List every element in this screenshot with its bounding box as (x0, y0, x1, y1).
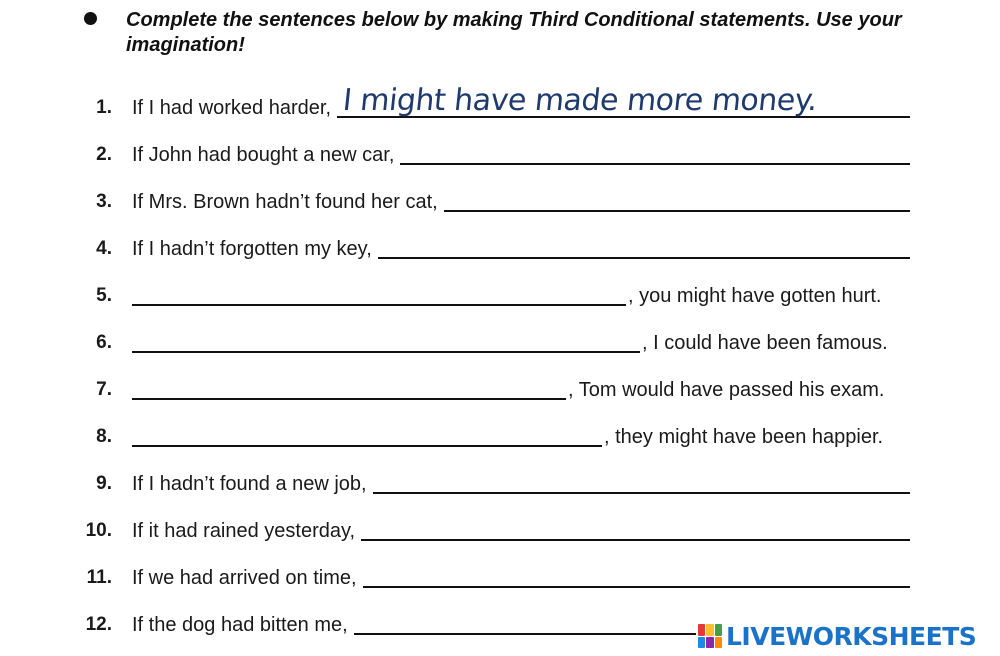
logo-square (706, 624, 713, 636)
sentence-start: If I hadn’t forgotten my key, (132, 238, 372, 260)
sentence-line (132, 187, 910, 217)
item-number: 8. (96, 426, 112, 447)
exercise-row (0, 234, 1000, 264)
item-number: 7. (96, 379, 112, 400)
sentence-line (132, 328, 910, 358)
logo-square (715, 637, 722, 649)
exercise-row (0, 422, 1000, 452)
handwritten-answer: I might have made more money. (341, 83, 819, 118)
item-number: 12. (85, 614, 112, 635)
exercise-row (0, 563, 1000, 593)
answer-blank[interactable] (378, 237, 910, 259)
sentence-line (132, 563, 910, 593)
answer-blank[interactable] (363, 566, 910, 588)
exercise-row (0, 328, 1000, 358)
sentence-start: If John had bought a new car, (132, 144, 395, 166)
exercise-row (0, 140, 1000, 170)
answer-blank[interactable] (361, 519, 910, 541)
sentence-line (132, 83, 910, 123)
exercise-row (0, 375, 1000, 405)
sentence-start: If it had rained yesterday, (132, 520, 356, 542)
item-number: 9. (96, 473, 112, 494)
logo-square (698, 637, 705, 649)
answer-blank[interactable] (400, 143, 910, 165)
logo-text: LIVEWORKSHEETS (726, 621, 977, 651)
bullet-point (84, 12, 97, 25)
sentence-end: , you might have gotten hurt. (628, 285, 882, 307)
sentence-start: If I hadn’t found a new job, (132, 473, 367, 495)
exercise-row (0, 469, 1000, 499)
answer-blank[interactable] (337, 83, 910, 118)
sentence-line (132, 281, 910, 311)
answer-blank[interactable] (132, 378, 566, 400)
answer-blank[interactable] (132, 425, 602, 447)
sentence-line (132, 422, 910, 452)
answer-blank[interactable] (373, 472, 910, 494)
item-number: 10. (85, 520, 112, 541)
liveworksheets-logo[interactable] (696, 620, 976, 652)
item-number: 2. (96, 144, 112, 165)
exercise-row (0, 83, 1000, 123)
sentence-start: If I had worked harder, (132, 97, 332, 119)
item-number: 1. (96, 97, 112, 118)
sentence-start: If the dog had bitten me, (132, 614, 348, 636)
item-number: 5. (96, 285, 112, 306)
exercise-row (0, 187, 1000, 217)
sentence-end: , they might have been happier. (604, 426, 884, 448)
sentence-line (132, 375, 910, 405)
sentence-line (132, 469, 910, 499)
sentence-start: If we had arrived on time, (132, 567, 357, 589)
sentence-start: If Mrs. Brown hadn’t found her cat, (132, 191, 438, 213)
answer-blank[interactable] (132, 284, 626, 306)
sentence-line (132, 516, 910, 546)
logo-icon (698, 624, 722, 648)
logo-square (698, 624, 705, 636)
logo-square (715, 624, 722, 636)
item-number: 11. (86, 567, 112, 588)
instruction-text: Complete the sentences below by making Third Conditional statements. Use your imagination! (126, 9, 902, 56)
item-number: 6. (96, 332, 112, 353)
sentence-line (132, 234, 910, 264)
item-number: 4. (96, 238, 112, 259)
answer-blank[interactable] (132, 331, 640, 353)
answer-blank[interactable] (444, 190, 910, 212)
sentence-end: , I could have been famous. (642, 332, 888, 354)
sentence-line (132, 140, 910, 170)
exercise-row (0, 516, 1000, 546)
exercise-row (0, 281, 1000, 311)
sentence-end: , Tom would have passed his exam. (568, 379, 885, 401)
logo-square (706, 637, 713, 649)
item-number: 3. (96, 191, 112, 212)
